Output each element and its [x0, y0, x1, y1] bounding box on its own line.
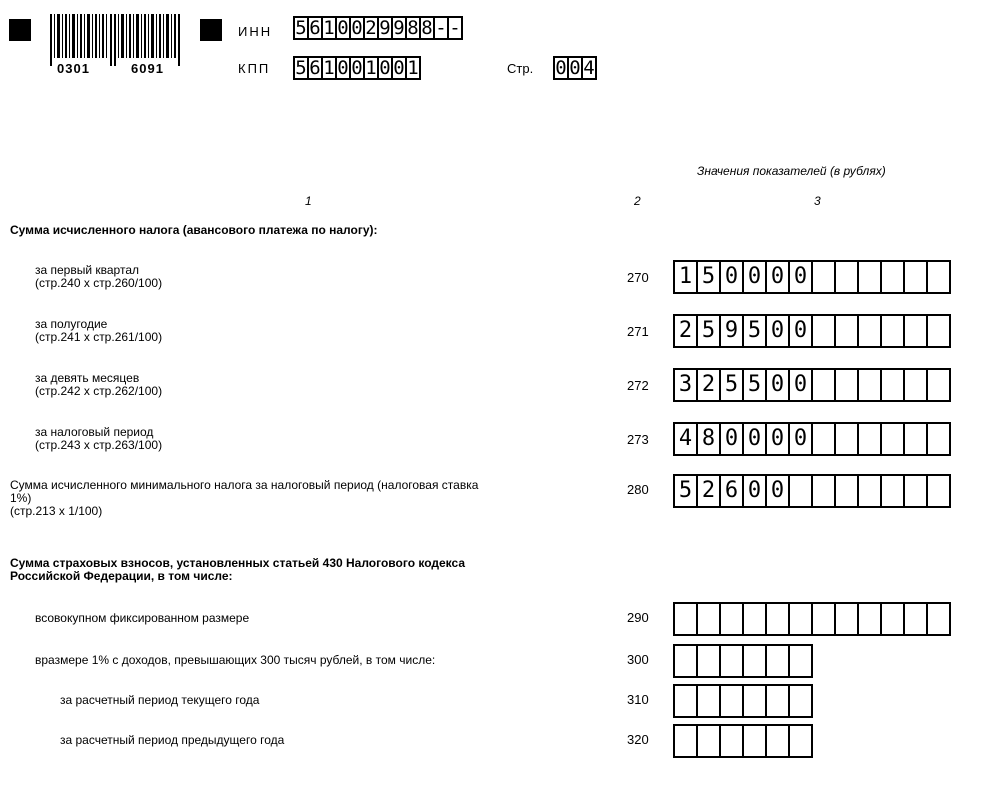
- tax-row-label-line-1: за налоговый период: [35, 425, 154, 439]
- digit-cell[interactable]: [765, 684, 790, 718]
- digit-cell[interactable]: [788, 474, 813, 508]
- digit-cell[interactable]: 0: [335, 56, 351, 80]
- digit-cell[interactable]: [673, 602, 698, 636]
- digit-cell[interactable]: [765, 724, 790, 758]
- digit-cell[interactable]: [834, 368, 859, 402]
- digit-cell[interactable]: 1: [321, 16, 337, 40]
- digit-cell[interactable]: 0: [765, 422, 790, 456]
- digit-cell[interactable]: 0: [377, 56, 393, 80]
- corner-marker-right: [200, 19, 222, 41]
- digit-cell[interactable]: 0: [788, 314, 813, 348]
- digit-cell[interactable]: 5: [673, 474, 698, 508]
- digit-cell[interactable]: [834, 602, 859, 636]
- digit-cell[interactable]: 5: [293, 16, 309, 40]
- digit-cell[interactable]: [696, 644, 721, 678]
- digit-cell[interactable]: 0: [788, 260, 813, 294]
- digit-cell[interactable]: [719, 684, 744, 718]
- digit-cell[interactable]: [788, 684, 813, 718]
- digit-cell[interactable]: [880, 422, 905, 456]
- tax-row-value-field[interactable]: [673, 314, 949, 348]
- digit-cell[interactable]: [880, 368, 905, 402]
- tax-row-label-line-2: (стр.241 х стр.261/100): [35, 330, 163, 344]
- digit-cell[interactable]: 0: [719, 422, 744, 456]
- digit-cell[interactable]: [811, 260, 836, 294]
- page-label: Стр.: [507, 61, 534, 76]
- min-tax-label: [10, 479, 610, 518]
- digit-cell[interactable]: [834, 260, 859, 294]
- digit-cell[interactable]: 0: [349, 16, 365, 40]
- digit-cell[interactable]: 4: [581, 56, 597, 80]
- tax-row-code: 270: [627, 270, 649, 285]
- min-tax-line-3: (стр.213 х 1/100): [10, 504, 103, 518]
- tax-row-label-line-1: за девять месяцев: [35, 371, 140, 385]
- digit-cell[interactable]: [696, 724, 721, 758]
- digit-cell[interactable]: [903, 602, 928, 636]
- digit-cell[interactable]: 0: [391, 56, 407, 80]
- tax-row-label-line-2: (стр.243 х стр.263/100): [35, 438, 163, 452]
- digit-cell[interactable]: 1: [405, 56, 421, 80]
- digit-cell[interactable]: 0: [335, 16, 351, 40]
- digit-cell[interactable]: 9: [719, 314, 744, 348]
- digit-cell[interactable]: 0: [765, 314, 790, 348]
- digit-cell[interactable]: [857, 314, 882, 348]
- insurance-row-code: 290: [627, 610, 649, 625]
- digit-cell[interactable]: [788, 724, 813, 758]
- digit-cell[interactable]: 0: [742, 260, 767, 294]
- digit-cell[interactable]: 1: [363, 56, 379, 80]
- digit-cell[interactable]: [811, 474, 836, 508]
- digit-cell[interactable]: 8: [696, 422, 721, 456]
- digit-cell[interactable]: [742, 644, 767, 678]
- digit-cell[interactable]: 5: [696, 260, 721, 294]
- digit-cell[interactable]: 2: [673, 314, 698, 348]
- insurance-row-value-field[interactable]: [673, 724, 811, 758]
- digit-cell[interactable]: 9: [391, 16, 407, 40]
- digit-cell[interactable]: 5: [719, 368, 744, 402]
- digit-cell[interactable]: [926, 474, 951, 508]
- kpp-label: КПП: [238, 61, 271, 76]
- digit-cell[interactable]: [857, 368, 882, 402]
- min-tax-value-field[interactable]: [673, 474, 949, 508]
- digit-cell[interactable]: [834, 474, 859, 508]
- values-caption: Значения показателей (в рублях): [697, 164, 886, 178]
- digit-cell[interactable]: 0: [765, 368, 790, 402]
- min-tax-code: 280: [627, 482, 649, 497]
- insurance-row-value-field[interactable]: [673, 684, 811, 718]
- digit-cell[interactable]: [926, 602, 951, 636]
- tax-row-code: 273: [627, 432, 649, 447]
- digit-cell[interactable]: [811, 314, 836, 348]
- insurance-row-code: 310: [627, 692, 649, 707]
- digit-cell[interactable]: 4: [673, 422, 698, 456]
- digit-cell[interactable]: 0: [788, 368, 813, 402]
- digit-cell[interactable]: [903, 474, 928, 508]
- digit-cell[interactable]: 8: [419, 16, 435, 40]
- digit-cell[interactable]: 2: [696, 474, 721, 508]
- digit-cell[interactable]: [903, 422, 928, 456]
- digit-cell[interactable]: [903, 368, 928, 402]
- digit-cell[interactable]: -: [447, 16, 463, 40]
- digit-cell[interactable]: [696, 602, 721, 636]
- digit-cell[interactable]: [673, 724, 698, 758]
- digit-cell[interactable]: 2: [696, 368, 721, 402]
- digit-cell[interactable]: [742, 602, 767, 636]
- digit-cell[interactable]: 0: [553, 56, 569, 80]
- digit-cell[interactable]: [880, 260, 905, 294]
- tax-row-label: [35, 318, 162, 344]
- min-tax-line-2: 1%): [10, 491, 32, 505]
- digit-cell[interactable]: [926, 314, 951, 348]
- corner-marker-left: [9, 19, 31, 41]
- digit-cell[interactable]: [811, 602, 836, 636]
- insurance-row-label: всовокупном фиксированном размере: [35, 611, 250, 625]
- digit-cell[interactable]: [719, 724, 744, 758]
- digit-cell[interactable]: [788, 644, 813, 678]
- digit-cell[interactable]: 5: [293, 56, 309, 80]
- digit-cell[interactable]: 9: [377, 16, 393, 40]
- digit-cell[interactable]: [765, 602, 790, 636]
- digit-cell[interactable]: 0: [719, 260, 744, 294]
- digit-cell[interactable]: [880, 474, 905, 508]
- tax-row-value-field[interactable]: [673, 260, 949, 294]
- tax-row-label-line-2: (стр.242 х стр.262/100): [35, 384, 163, 398]
- tax-row-code: 272: [627, 378, 649, 393]
- digit-cell[interactable]: [719, 644, 744, 678]
- section-insurance-title-line-2: Российской Федерации, в том числе:: [10, 569, 233, 583]
- insurance-row-label: за расчетный период предыдущего года: [60, 733, 285, 747]
- digit-cell[interactable]: 5: [696, 314, 721, 348]
- digit-cell[interactable]: 0: [765, 474, 790, 508]
- digit-cell[interactable]: [811, 368, 836, 402]
- section-insurance-title-line-1: Сумма страховых взносов, установленных статьей 430 Налогового кодекса: [10, 556, 466, 570]
- digit-cell[interactable]: [673, 684, 698, 718]
- digit-cell[interactable]: [903, 260, 928, 294]
- digit-cell[interactable]: 8: [405, 16, 421, 40]
- tax-row-value-field[interactable]: [673, 368, 949, 402]
- section-insurance-title: [10, 557, 465, 583]
- digit-cell[interactable]: 0: [742, 474, 767, 508]
- digit-cell[interactable]: 3: [673, 368, 698, 402]
- tax-row-value-field[interactable]: [673, 422, 949, 456]
- barcode-number-left: 0301: [57, 61, 90, 76]
- digit-cell[interactable]: -: [433, 16, 449, 40]
- digit-cell[interactable]: [696, 684, 721, 718]
- digit-cell[interactable]: 0: [567, 56, 583, 80]
- digit-cell[interactable]: 0: [765, 260, 790, 294]
- digit-cell[interactable]: [788, 602, 813, 636]
- digit-cell[interactable]: [834, 314, 859, 348]
- digit-cell[interactable]: 0: [349, 56, 365, 80]
- digit-cell[interactable]: 6: [307, 16, 323, 40]
- tax-row-label-line-2: (стр.240 х стр.260/100): [35, 276, 163, 290]
- digit-cell[interactable]: 0: [788, 422, 813, 456]
- digit-cell[interactable]: [857, 602, 882, 636]
- digit-cell[interactable]: 5: [742, 314, 767, 348]
- digit-cell[interactable]: [811, 422, 836, 456]
- digit-cell[interactable]: [742, 724, 767, 758]
- digit-cell[interactable]: 0: [742, 422, 767, 456]
- min-tax-line-1: Сумма исчисленного минимального налога за налоговый период (налоговая ставка: [10, 478, 479, 492]
- digit-cell[interactable]: [880, 314, 905, 348]
- tax-row-label-line-1: за полугодие: [35, 317, 108, 331]
- column-1-number: 1: [305, 194, 312, 208]
- column-2-number: 2: [634, 194, 641, 208]
- digit-cell[interactable]: [857, 422, 882, 456]
- page-number-field: [553, 56, 595, 80]
- digit-cell[interactable]: [857, 260, 882, 294]
- tax-row-code: 271: [627, 324, 649, 339]
- insurance-row-code: 320: [627, 732, 649, 747]
- digit-cell[interactable]: [765, 644, 790, 678]
- digit-cell[interactable]: [926, 368, 951, 402]
- digit-cell[interactable]: [742, 684, 767, 718]
- digit-cell[interactable]: [903, 314, 928, 348]
- kpp-field: [293, 56, 419, 80]
- tax-row-label: [35, 264, 162, 290]
- section-tax-title: Сумма исчисленного налога (авансового платежа по налогу):: [10, 223, 378, 237]
- barcode-number-right: 6091: [131, 61, 164, 76]
- digit-cell[interactable]: 2: [363, 16, 379, 40]
- digit-cell[interactable]: [926, 422, 951, 456]
- inn-field: [293, 16, 461, 40]
- tax-row-label: [35, 372, 162, 398]
- digit-cell[interactable]: 5: [742, 368, 767, 402]
- digit-cell[interactable]: 6: [307, 56, 323, 80]
- insurance-row-label: вразмере 1% с доходов, превышающих 300 тысяч рублей, в том числе:: [35, 653, 436, 667]
- insurance-row-code: 300: [627, 652, 649, 667]
- digit-cell[interactable]: [857, 474, 882, 508]
- column-3-number: 3: [814, 194, 821, 208]
- tax-row-label: [35, 426, 162, 452]
- digit-cell[interactable]: [880, 602, 905, 636]
- insurance-row-value-field[interactable]: [673, 644, 811, 678]
- tax-row-label-line-1: за первый квартал: [35, 263, 140, 277]
- digit-cell[interactable]: 1: [673, 260, 698, 294]
- inn-label: ИНН: [238, 24, 273, 39]
- digit-cell[interactable]: [719, 602, 744, 636]
- insurance-row-label: за расчетный период текущего года: [60, 693, 260, 707]
- digit-cell[interactable]: [673, 644, 698, 678]
- insurance-row-value-field[interactable]: [673, 602, 949, 636]
- digit-cell[interactable]: 1: [321, 56, 337, 80]
- digit-cell[interactable]: [926, 260, 951, 294]
- digit-cell[interactable]: [834, 422, 859, 456]
- digit-cell[interactable]: 6: [719, 474, 744, 508]
